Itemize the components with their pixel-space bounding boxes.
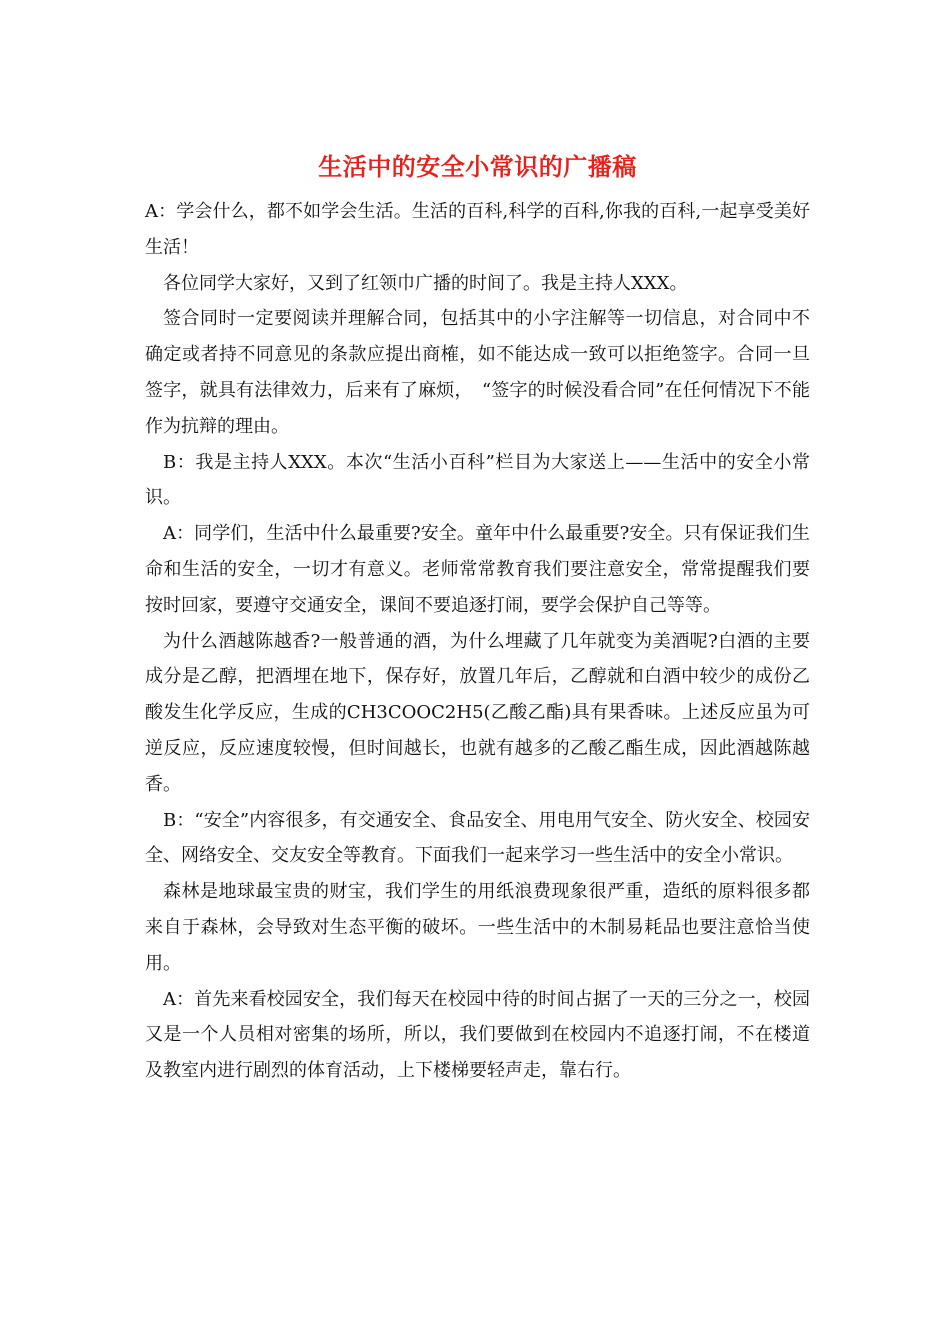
paragraph-intro: A：学会什么，都不如学会生活。生活的百科,科学的百科,你我的百科,一起享受美好生活！ [145,201,810,258]
paragraph-campus-safety: A：首先来看校园安全，我们每天在校园中待的时间占据了一天的三分之一，校园又是一个人员相对密集的场所，所以，我们要做到在校园内不追逐打闹，不在楼道及教室内进行剧烈的体育活动，上下楼梯要轻声走，靠右行。 [145,988,810,1082]
document-title: 生活中的安全小常识的广播稿 [318,152,637,181]
paragraph-host-b: B：我是主持人XXX。本次“生活小百科”栏目为大家送上——生活中的安全小常识。 [145,451,810,509]
document-page [145,150,810,1089]
paragraph-safety-importance: A：同学们，生活中什么最重要?安全。童年中什么最重要?安全。只有保证我们生命和生活的安全，一切才有意义。老师常常教育我们要注意安全，常常提醒我们要按时回家，要遵守交通安全，课间不要追逐打闹，要学会保护自己等等。 [145,523,810,616]
paragraph-forest: 森林是地球最宝贵的财宝，我们学生的用纸浪费现象很严重，造纸的原料很多都来自于森林，会导致对生态平衡的破坏。一些生活中的木制易耗品也要注意恰当使用。 [145,881,810,974]
paragraph-wine: 为什么酒越陈越香?一般普通的酒，为什么埋藏了几年就变为美酒呢?白酒的主要成分是乙醇，把酒埋在地下，保存好，放置几年后，乙醇就和白酒中较少的成份乙酸发生化学反应，生成的CH3COOC2H5(乙酸乙酯)具有果香味。上述反应虽为可逆反应，反应速度较慢，但时间越长，也就有越多的乙酸乙酯生成，因此酒越陈越香。 [145,630,810,795]
paragraph-greeting: 各位同学大家好，又到了红领巾广播的时间了。我是主持人XXX。 [163,272,688,294]
paragraph-safety-types: B：“安全”内容很多，有交通安全、食品安全、用电用气安全、防火安全、校园安全、网络安全、交友安全等教育。下面我们一起来学习一些生活中的安全小常识。 [145,809,810,867]
paragraph-contract: 签合同时一定要阅读并理解合同，包括其中的小字注解等一切信息，对合同中不确定或者持不同意见的条款应提出商榷，如不能达成一致可以拒绝签字。合同一旦签字，就具有法律效力，后来有了麻烦， “签字的时候没看合同”在任何情况下不能作为抗辩的理由。 [145,308,810,437]
